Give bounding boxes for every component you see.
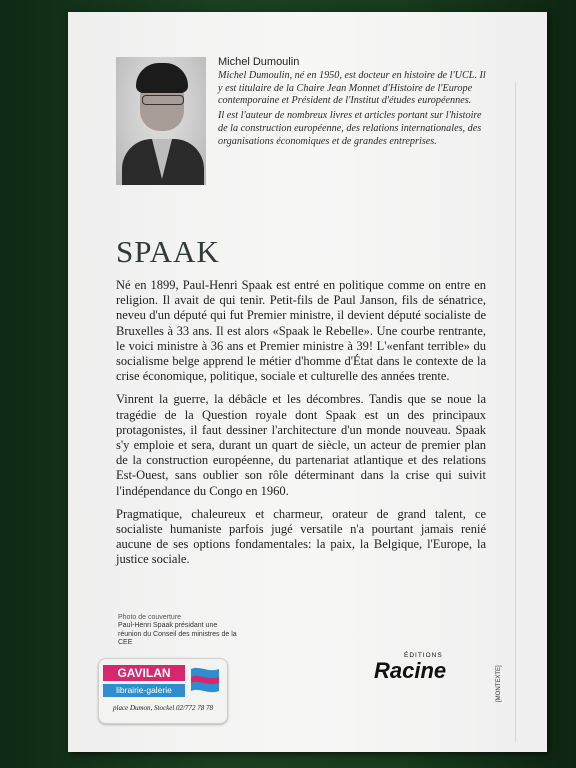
author-photo-glasses xyxy=(142,95,184,105)
vertical-imprint: [MONTEXTE] xyxy=(496,665,502,702)
publisher-editions: ÉDITIONS xyxy=(404,652,443,659)
blurb-paragraph: Vinrent la guerre, la débâcle et les décombres. Tandis que se noue la tragédie de la Question royale dont Spaak est un des principaux protagonistes, il faut dessiner l'architecture d'un monde nouveau. Spaak s'y emploie et sera, durant un quart de siècle, un acteur de premier plan de la construction européenne, du partenariat atlantique et des relations Est-Ouest, sans oublier son rôle déterminant dans la crise qui suivit l'indépendance du Congo en 1960. xyxy=(116,392,486,498)
author-name: Michel Dumoulin xyxy=(218,56,300,68)
author-bio-paragraph: Il est l'auteur de nombreux livres et articles portant sur l'histoire de la construction européenne, des relations internationales, des organisations économiques et de grandes entreprises. xyxy=(218,110,482,147)
author-bio xyxy=(218,70,488,150)
bookseller-sticker xyxy=(98,658,228,724)
book-title: SPAAK xyxy=(116,234,220,269)
sticker-brand: GAVILAN xyxy=(103,665,185,681)
blurb-paragraph: Pragmatique, chaleureux et charmeur, orateur de grand talent, ce socialiste humaniste parfois jugé versatile n'a pourtant jamais renié aucune de ses options fondamentales: la paix, la Belgique, l'Europe, la justice sociale. xyxy=(116,506,486,567)
author-photo-hair xyxy=(136,63,188,93)
blurb xyxy=(116,278,486,576)
caption-text: Paul-Henri Spaak présidant une réunion du Conseil des ministres de la CEE xyxy=(118,622,237,647)
caption-label: Photo de couverture xyxy=(118,614,182,621)
sticker-logo-icon xyxy=(189,665,221,695)
blurb-paragraph: Né en 1899, Paul-Henri Spaak est entré en politique comme on entre en religion. Il avait de qui tenir. Petit-fils de Paul Janson, fils de sénatrice, neveu d'un député qui fut Premier ministre, il devient député socialiste de Bruxelles à 33 ans. Il est alors «Spaak le Rebelle». Une courbe rentrante, le voici ministre à 36 ans et Premier ministre à 39! L'«enfant terrible» du socialisme belge apprend le métier d'homme d'État dans le contexte de la crise économique, politique, sociale et culturelle des années trente. xyxy=(116,278,486,384)
author-bio-paragraph: Michel Dumoulin, né en 1950, est docteur en histoire de l'UCL. Il y est titulaire de la Chaire Jean Monnet d'Histoire de l'Europe contemporaine et Président de l'Institut d'études européennes. xyxy=(218,70,486,107)
cover-photo-caption xyxy=(118,614,238,648)
author-photo xyxy=(116,57,206,185)
sticker-address: place Dumon, Stockel 02/772 78 78 xyxy=(113,704,213,712)
book-back-cover xyxy=(68,12,547,752)
cover-fold-line xyxy=(515,82,516,742)
publisher-logo xyxy=(374,652,470,686)
sticker-subtitle: librairie-galerie xyxy=(103,684,185,697)
publisher-name: Racine xyxy=(374,658,447,683)
